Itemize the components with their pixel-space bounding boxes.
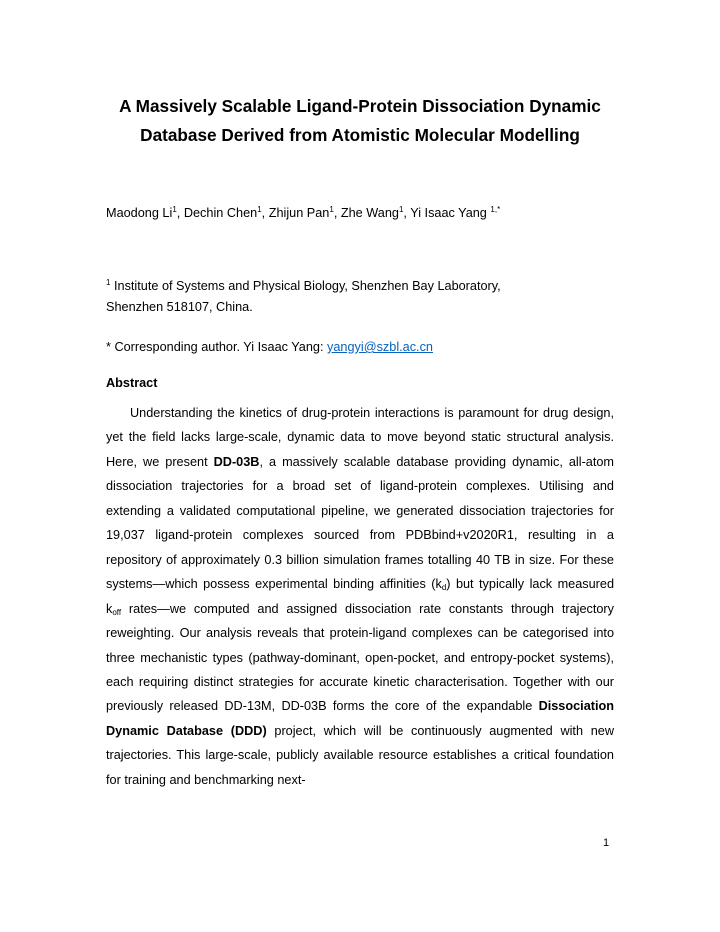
project-name: Dissociation Dynamic Database (DDD) bbox=[106, 699, 614, 738]
author-name: Zhe Wang bbox=[340, 206, 399, 220]
author-name: Zhijun Pan bbox=[268, 206, 330, 220]
title-line-1: A Massively Scalable Ligand-Protein Dissociation Dynamic bbox=[119, 96, 601, 116]
abstract-text: rates—we computed and assigned dissociation rate constants through trajectory reweighting. Our analysis reveals that protein-ligand complexes can be categorised into three mechanistic types (pathway-dominant, open-pocket, and entropy-pocket systems), each requiring distinct strategies for accurate kinetic characterisation. Together with our previously released DD-13M, DD-03B forms the core of the expandable bbox=[106, 601, 614, 714]
affiliation bbox=[106, 276, 501, 318]
author-affiliation-marker: 1,* bbox=[490, 205, 501, 214]
author-affiliation-marker: 1 bbox=[172, 205, 177, 214]
corresponding-author-label: * Corresponding author. Yi Isaac Yang: bbox=[106, 340, 328, 354]
affiliation-line-2: Shenzhen 518107, China. bbox=[106, 300, 253, 314]
corresponding-author bbox=[106, 338, 433, 356]
database-name: DD-03B bbox=[213, 454, 260, 469]
author-affiliation-marker: 1 bbox=[257, 205, 262, 214]
corresponding-email-link[interactable]: yangyi@szbl.ac.cn bbox=[327, 340, 433, 354]
abstract-body bbox=[106, 401, 614, 792]
author-name: Yi Isaac Yang bbox=[410, 206, 487, 220]
abstract-heading: Abstract bbox=[106, 376, 158, 390]
author-list: Maodong Li$^1$, Dechin Chen$^1$, Zhijun Pan$^1$, Zhe Wang$^1$, Yi Isaac Yang $^{1,*}$ bbox=[106, 205, 501, 220]
abstract-text: project, which will be continuously augmented with new trajectories. This large-scale, publicly available resource establishes a critical foundation for training and benchmarking next- bbox=[106, 723, 614, 787]
abstract-text: ) but typically lack measured k bbox=[106, 577, 614, 616]
page-number: 1 bbox=[603, 837, 610, 849]
abstract-text: , a massively scalable database providing dynamic, all-atom dissociation trajectories for a broad set of ligand-protein complexes. Utilising and extending a validated computational pipeline, we generated dissociation trajectories for 19,037 ligand-protein complexes sourced from PDBbind+v2020R1, resulting in a repository of approximately 0.3 billion simulation frames totalling 40 TB in size. For these systems—which possess experimental binding affinities (k bbox=[106, 454, 614, 592]
author-affiliation-marker: 1 bbox=[329, 205, 334, 214]
author-name: Maodong Li bbox=[106, 206, 173, 220]
paper-title bbox=[80, 92, 640, 150]
kd-subscript: d bbox=[441, 583, 447, 593]
title-line-2: Database Derived from Atomistic Molecular Modelling bbox=[140, 125, 580, 145]
affiliation-line-1: Institute of Systems and Physical Biology, Shenzhen Bay Laboratory, bbox=[113, 279, 501, 293]
author-name: Dechin Chen bbox=[183, 206, 258, 220]
affiliation-marker: 1 bbox=[106, 278, 111, 287]
author-affiliation-marker: 1 bbox=[398, 205, 404, 214]
abstract-text: Understanding the kinetics of drug-protein interactions is paramount for drug design, yet the field lacks large-scale, dynamic data to move beyond static structural analysis. Here, we present bbox=[106, 406, 614, 469]
koff-subscript: off bbox=[112, 607, 122, 617]
